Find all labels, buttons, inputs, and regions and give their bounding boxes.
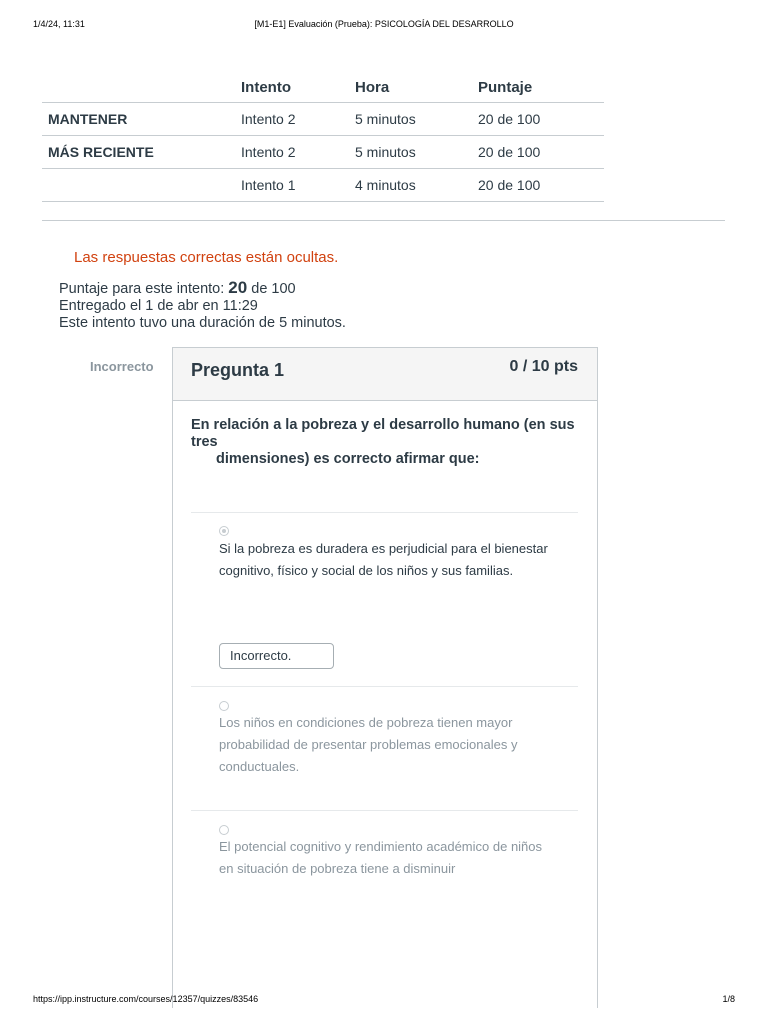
question-card — [172, 347, 598, 1008]
attempt-duration: Este intento tuvo una duración de 5 minutos. — [59, 315, 346, 331]
attempts-header-time: Hora — [355, 72, 478, 103]
radio-icon[interactable] — [219, 825, 229, 835]
attempt-link[interactable]: Intento 1 — [241, 169, 355, 202]
attempts-header-attempt: Intento — [241, 72, 355, 103]
print-page-number: 1/8 — [722, 994, 735, 1004]
attempt-link[interactable]: Intento 2 — [241, 136, 355, 169]
attempt-time: 5 minutos — [355, 103, 478, 136]
hidden-answers-note: Las respuestas correctas están ocultas. — [74, 249, 339, 266]
answer-text: Los niños en condiciones de pobreza tienen mayor probabilidad de presentar problemas emocionales y conductuales. — [219, 715, 518, 774]
attempt-score-line — [59, 279, 346, 298]
row-label — [42, 169, 241, 202]
question-result-label: Incorrecto — [90, 359, 154, 374]
attempts-table — [42, 72, 604, 202]
attempt-score: 20 de 100 — [478, 169, 604, 202]
attempt-link[interactable]: Intento 2 — [241, 103, 355, 136]
answer-option-1 — [191, 512, 578, 687]
answer-option-3 — [191, 810, 578, 931]
print-page-title: [M1-E1] Evaluación (Prueba): PSICOLOGÍA DEL DESARROLLO — [254, 19, 514, 29]
question-text-line2: dimensiones) es correcto afirmar que: — [216, 451, 480, 467]
attempt-score: 20 de 100 — [478, 136, 604, 169]
table-row — [42, 136, 604, 169]
submitted-date: Entregado el 1 de abr en 11:29 — [59, 298, 258, 314]
print-datetime: 1/4/24, 11:31 — [33, 19, 85, 29]
print-url: https://ipp.instructure.com/courses/12357/quizzes/83546 — [33, 994, 259, 1004]
section-divider — [42, 220, 725, 221]
row-label: MÁS RECIENTE — [42, 136, 241, 169]
attempt-time: 5 minutos — [355, 136, 478, 169]
question-title: Pregunta 1 — [191, 360, 285, 380]
answer-feedback-badge: Incorrecto. — [219, 643, 334, 669]
question-text — [191, 417, 575, 468]
attempts-header-row — [42, 72, 604, 103]
attempt-time: 4 minutos — [355, 169, 478, 202]
score-prefix: Puntaje para este intento: — [59, 281, 225, 297]
table-row — [42, 103, 604, 136]
row-label: MANTENER — [42, 103, 241, 136]
attempts-header-blank — [42, 72, 241, 103]
answer-text: El potencial cognitivo y rendimiento académico de niños en situación de pobreza tiene a disminuir — [219, 839, 543, 876]
score-suffix: de 100 — [251, 281, 296, 297]
answer-text: Si la pobreza es duradera es perjudicial para el bienestar cognitivo, físico y social de los niños y sus familias. — [219, 541, 548, 578]
attempt-info — [59, 279, 346, 332]
table-row — [42, 169, 604, 202]
radio-selected-icon[interactable] — [219, 526, 229, 536]
question-points: 0 / 10 pts — [509, 358, 578, 375]
attempt-score: 20 de 100 — [478, 103, 604, 136]
radio-icon[interactable] — [219, 701, 229, 711]
attempts-header-score: Puntaje — [478, 72, 604, 103]
answer-option-2 — [191, 686, 578, 811]
question-text-line1: En relación a la pobreza y el desarrollo humano (en sus tres — [191, 417, 575, 450]
score-value: 20 — [228, 278, 248, 297]
question-header — [173, 348, 597, 401]
